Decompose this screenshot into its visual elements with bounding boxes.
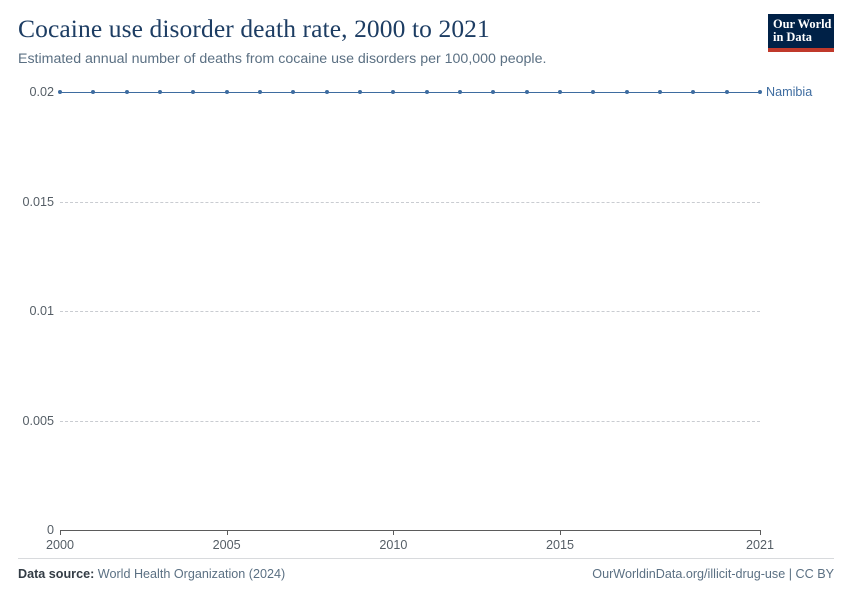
y-gridline [60, 421, 760, 422]
y-axis-tick-label: 0 [46, 523, 54, 537]
data-point[interactable] [291, 90, 295, 94]
series-label[interactable]: Namibia [766, 85, 813, 99]
x-axis-tick-mark [60, 530, 61, 535]
x-axis-tick-mark [760, 530, 761, 535]
page-title: Cocaine use disorder death rate, 2000 to 2021 [18, 14, 490, 43]
y-gridline [60, 530, 760, 531]
data-point[interactable] [491, 90, 495, 94]
x-axis-tick-label: 2021 [745, 538, 775, 552]
y-axis-tick-label: 0.01 [29, 304, 54, 318]
data-point[interactable] [158, 90, 162, 94]
data-point[interactable] [325, 90, 329, 94]
data-point[interactable] [725, 90, 729, 94]
data-source-value: World Health Organization (2024) [97, 567, 286, 581]
data-point[interactable] [425, 90, 429, 94]
logo-line-2: in Data [773, 30, 812, 44]
y-gridline [60, 202, 760, 203]
data-point[interactable] [691, 90, 695, 94]
chart-header [18, 14, 758, 69]
data-point[interactable] [458, 90, 462, 94]
plot-area [22, 85, 813, 552]
data-point[interactable] [658, 90, 662, 94]
data-source-label: Data source: [18, 567, 95, 581]
chart-subtitle: Estimated annual number of deaths from cocaine use disorders per 100,000 people. [18, 51, 547, 68]
data-point[interactable] [558, 90, 562, 94]
data-point[interactable] [625, 90, 629, 94]
y-gridline [60, 311, 760, 312]
data-point[interactable] [91, 90, 95, 94]
data-point[interactable] [191, 90, 195, 94]
data-point[interactable] [258, 90, 262, 94]
data-point[interactable] [758, 90, 762, 94]
x-axis-tick-mark [393, 530, 394, 535]
data-point[interactable] [58, 90, 62, 94]
x-axis-tick-label: 2000 [45, 538, 75, 552]
data-source [18, 567, 285, 581]
series-line-namibia[interactable] [60, 92, 760, 93]
y-axis-tick-label: 0.02 [29, 85, 54, 99]
owid-logo[interactable] [768, 14, 834, 52]
x-axis-tick-mark [227, 530, 228, 535]
chart-footer [18, 558, 834, 586]
data-point[interactable] [125, 90, 129, 94]
data-point[interactable] [525, 90, 529, 94]
y-axis-tick-label: 0.005 [22, 413, 54, 428]
data-point[interactable] [358, 90, 362, 94]
y-axis-tick-label: 0.015 [22, 194, 54, 209]
logo-line-1: Our World [773, 17, 832, 31]
x-axis-tick-label: 2010 [379, 538, 408, 552]
data-point[interactable] [391, 90, 395, 94]
data-point[interactable] [591, 90, 595, 94]
x-axis-tick-label: 2015 [545, 538, 575, 552]
x-axis-tick-label: 2005 [212, 538, 241, 552]
attribution[interactable]: OurWorldinData.org/illicit-drug-use | CC BY [592, 567, 834, 581]
data-point[interactable] [225, 90, 229, 94]
x-axis-tick-mark [560, 530, 561, 535]
